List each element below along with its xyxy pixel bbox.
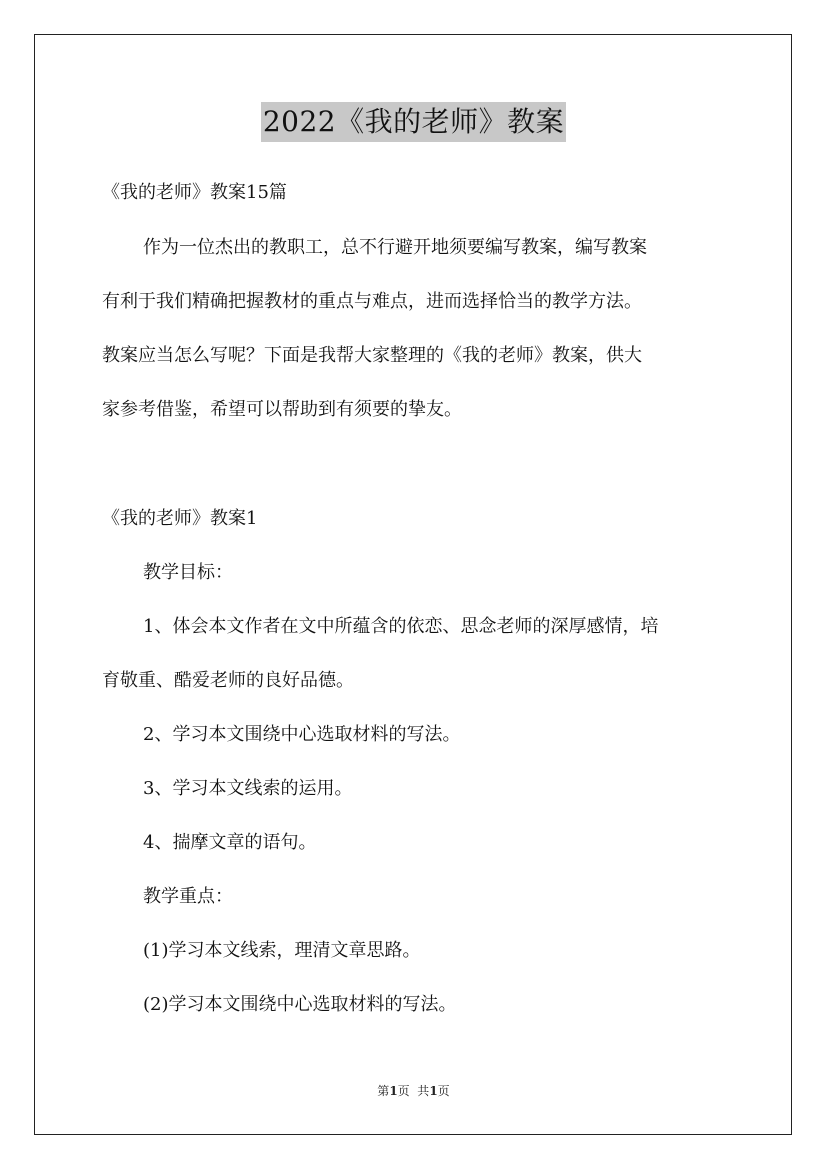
subtitle: 《我的老师》教案15篇: [102, 182, 287, 203]
title-container: [0, 102, 827, 142]
footer-prefix: 第: [377, 1084, 390, 1098]
intro-line-4: 家参考借鉴，希望可以帮助到有须要的挚友。: [102, 399, 462, 420]
focus-heading: 教学重点：: [143, 886, 233, 907]
current-page-number: 1: [389, 1084, 398, 1098]
total-pages-number: 1: [429, 1084, 438, 1098]
goal-3: 3、学习本文线索的运用。: [143, 778, 353, 799]
goal-1-line-2: 育敬重、酷爱老师的良好品德。: [102, 670, 354, 691]
footer-suffix: 页: [437, 1084, 450, 1098]
goal-2: 2、学习本文围绕中心选取材料的写法。: [143, 724, 461, 745]
section-heading: 《我的老师》教案1: [102, 508, 258, 529]
intro-line-2: 有利于我们精确把握教材的重点与难点，进而选择恰当的教学方法。: [102, 291, 642, 312]
goal-4: 4、揣摩文章的语句。: [143, 832, 317, 853]
focus-1: (1)学习本文线索，理清文章思路。: [143, 940, 421, 961]
goals-heading: 教学目标：: [143, 562, 233, 583]
document-title: 2022《我的老师》教案: [261, 102, 566, 142]
footer-mid: 页 共: [397, 1084, 430, 1098]
goal-1-line-1: 1、体会本文作者在文中所蕴含的依恋、思念老师的深厚感情，培: [143, 616, 659, 637]
page-footer: [0, 1083, 827, 1099]
focus-2: (2)学习本文围绕中心选取材料的写法。: [143, 994, 457, 1015]
intro-line-1: 作为一位杰出的教职工，总不行避开地须要编写教案，编写教案: [143, 237, 647, 258]
intro-line-3: 教案应当怎么写呢？下面是我帮大家整理的《我的老师》教案，供大: [102, 345, 642, 366]
